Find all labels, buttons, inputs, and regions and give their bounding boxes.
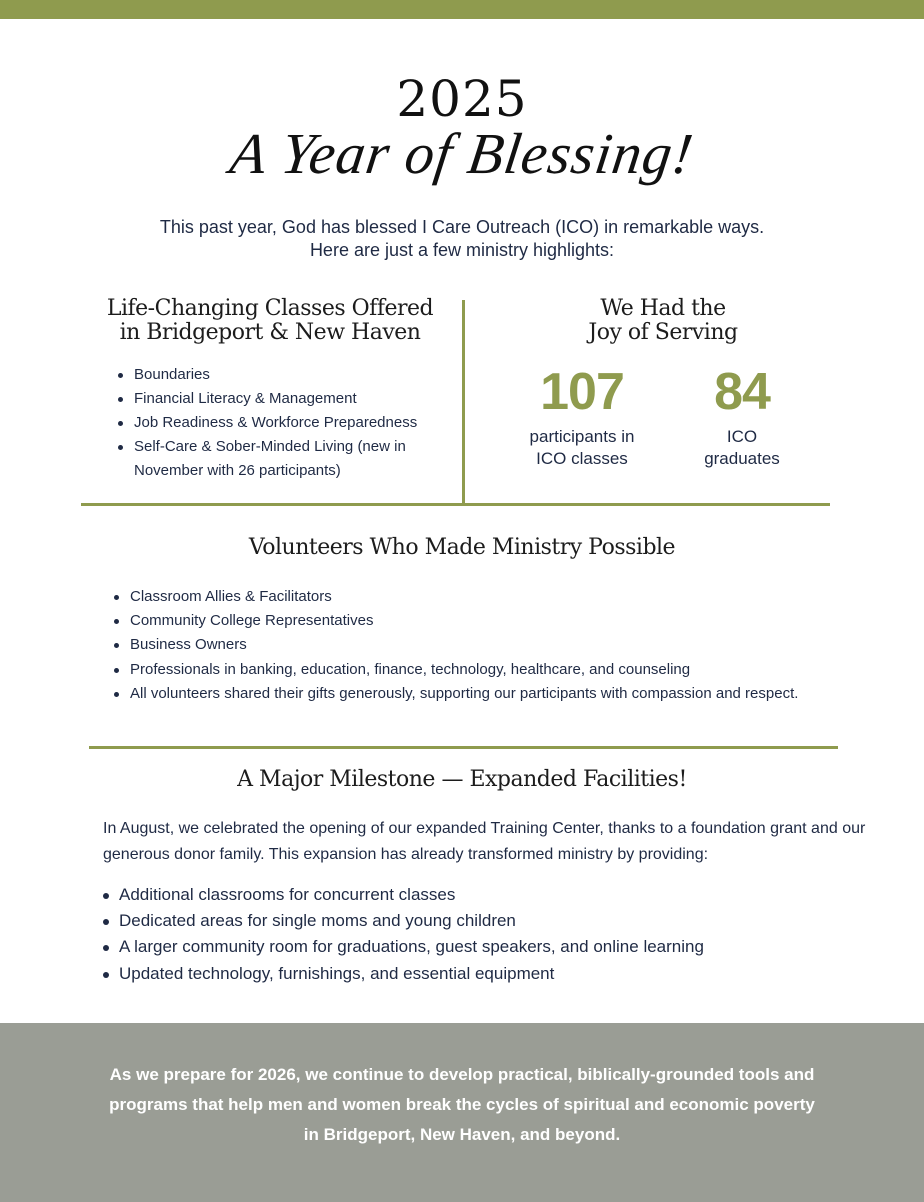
list-item: Self-Care & Sober-Minded Living (new in November with 26 participants) [134, 435, 454, 483]
classes-heading [80, 297, 460, 345]
list-item: Business Owners [130, 633, 890, 657]
stat-value: 107 [540, 363, 624, 421]
list-item: Community College Representatives [130, 609, 890, 633]
stat-graduates [662, 364, 822, 470]
stat-label [662, 426, 822, 470]
stat-label [502, 426, 662, 470]
list-item: Updated technology, furnishings, and essential equipment [119, 961, 879, 987]
intro-text [0, 216, 924, 262]
list-item: Dedicated areas for single moms and young children [119, 908, 879, 934]
list-item: Financial Literacy & Management [134, 387, 454, 411]
serving-heading [468, 297, 858, 345]
classes-list [134, 363, 454, 483]
intro-line-2: Here are just a few ministry highlights: [309, 240, 615, 260]
list-item: Job Readiness & Workforce Preparedness [134, 411, 454, 435]
list-item: Boundaries [134, 363, 454, 387]
serving-heading-line-1: We Had the [600, 296, 726, 321]
stat-label-line-2: ICO classes [536, 449, 628, 468]
top-accent-bar [0, 0, 924, 19]
footer-banner [0, 1023, 924, 1202]
tagline-heading: A Year of Blessing! [226, 121, 698, 186]
footer-text: As we prepare for 2026, we continue to develop practical, biblically-grounded tools and programs that help men and women break the cycles of spiritual and economic poverty in Bridgeport, New Haven, and beyond. [109, 1065, 815, 1144]
stat-label-line-2: graduates [704, 449, 780, 468]
section-divider-vertical [462, 300, 465, 504]
stat-label-line-1: participants in [529, 427, 635, 446]
stat-participants [502, 364, 662, 470]
list-item: Additional classrooms for concurrent classes [119, 882, 879, 908]
serving-heading-line-2: Joy of Serving [588, 320, 738, 345]
volunteers-list [130, 585, 890, 706]
section-divider [81, 503, 830, 506]
intro-line-1: This past year, God has blessed I Care Outreach (ICO) in remarkable ways. [159, 217, 765, 237]
classes-heading-line-1: Life-Changing Classes Offered [106, 296, 434, 321]
classes-heading-line-2: in Bridgeport & New Haven [119, 320, 421, 345]
volunteers-heading: Volunteers Who Made Ministry Possible [248, 535, 676, 560]
list-item: Professionals in banking, education, finance, technology, healthcare, and counseling [130, 658, 890, 682]
milestone-paragraph: In August, we celebrated the opening of our expanded Training Center, thanks to a foundation grant and our generous donor family. This expansion has already transformed ministry by providing: [103, 820, 866, 863]
year-heading: 2025 [396, 70, 528, 128]
stat-label-line-1: ICO [726, 427, 758, 446]
list-item: All volunteers shared their gifts generously, supporting our participants with compassion and respect. [130, 682, 890, 706]
stat-value: 84 [714, 363, 770, 421]
list-item: Classroom Allies & Facilitators [130, 585, 890, 609]
section-divider [89, 746, 838, 749]
milestone-list [119, 882, 879, 987]
milestone-heading: A Major Milestone — Expanded Facilities! [237, 767, 687, 792]
list-item: A larger community room for graduations, guest speakers, and online learning [119, 934, 879, 960]
